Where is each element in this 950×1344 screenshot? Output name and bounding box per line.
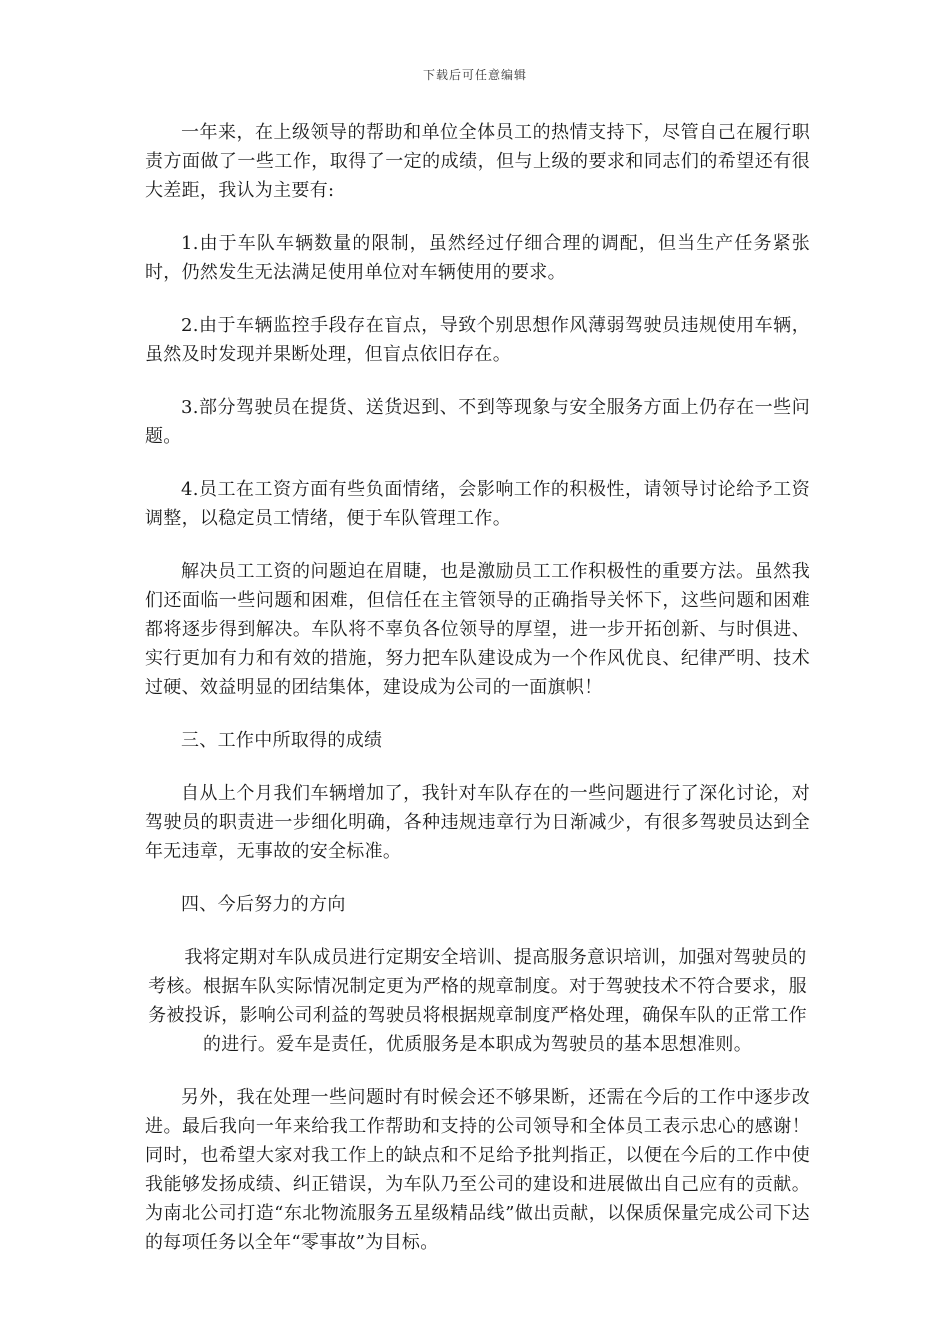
paragraph-achievements: 自从上个月我们车辆增加了，我针对车队存在的一些问题进行了深化讨论，对驾驶员的职责进一步细化明确，各种违规违章行为日渐减少，有很多驾驶员达到全年无违章，无事故的安全标准。 [145,783,810,862]
header-note: 下载后可任意编辑 [422,68,527,82]
paragraph-item-4: 4.员工在工资方面有些负面情绪，会影响工作的积极性，请领导讨论给予工资调整，以稳定员工情绪，便于车队管理工作。 [145,479,810,529]
paragraph-direction: 我将定期对车队成员进行定期安全培训、提高服务意识培训，加强对驾驶员的考核。根据车队实际情况制定更为严格的规章制度。对于驾驶技术不符合要求，服务被投诉，影响公司利益的驾驶员将根据规章制度严格处理，确保车队的正常工作的进行。爱车是责任，优质服务是本职成为驾驶员的基本思想准则。 [148,947,807,1055]
paragraph-closing: 另外，我在处理一些问题时有时候会还不够果断，还需在今后的工作中逐步改进。最后我向一年来给我工作帮助和支持的公司领导和全体员工表示忠心的感谢！同时，也希望大家对我工作上的缺点和不足给予批判指正，以便在今后的工作中使我能够发扬成绩、纠正错误，为车队乃至公司的建设和进展做出自己应有的贡献。为南北公司打造“东北物流服务五星级精品线”做出贡献，以保质保量完成公司下达的每项任务以全年“零事故”为目标。 [145,1087,810,1253]
paragraph-item-3: 3.部分驾驶员在提货、送货迟到、不到等现象与安全服务方面上仍存在一些问题。 [145,397,810,447]
paragraph-salary: 解决员工工资的问题迫在眉睫，也是激励员工工作积极性的重要方法。虽然我们还面临一些问题和困难，但信任在主管领导的正确指导关怀下，这些问题和困难都将逐步得到解决。车队将不辜负各位领导的厚望，进一步开拓创新、与时俱进、实行更加有力和有效的措施，努力把车队建设成为一个作风优良、纪律严明、技术过硬、效益明显的团结集体，建设成为公司的一面旗帜！ [145,561,810,698]
paragraph-intro: 一年来，在上级领导的帮助和单位全体员工的热情支持下，尽管自己在履行职责方面做了一些工作，取得了一定的成绩，但与上级的要求和同志们的希望还有很大差距，我认为主要有: [145,122,810,201]
paragraph-item-2: 2.由于车辆监控手段存在盲点，导致个别思想作风薄弱驾驶员违规使用车辆，虽然及时发现并果断处理，但盲点依旧存在。 [145,315,810,365]
document-body [145,118,810,1281]
section-heading-achievements: 三、工作中所取得的成绩 [181,730,383,751]
paragraph-item-1: 1.由于车队车辆数量的限制，虽然经过仔细合理的调配，但当生产任务紧张时，仍然发生无法满足使用单位对车辆使用的要求。 [145,233,810,283]
section-heading-direction: 四、今后努力的方向 [181,894,346,915]
